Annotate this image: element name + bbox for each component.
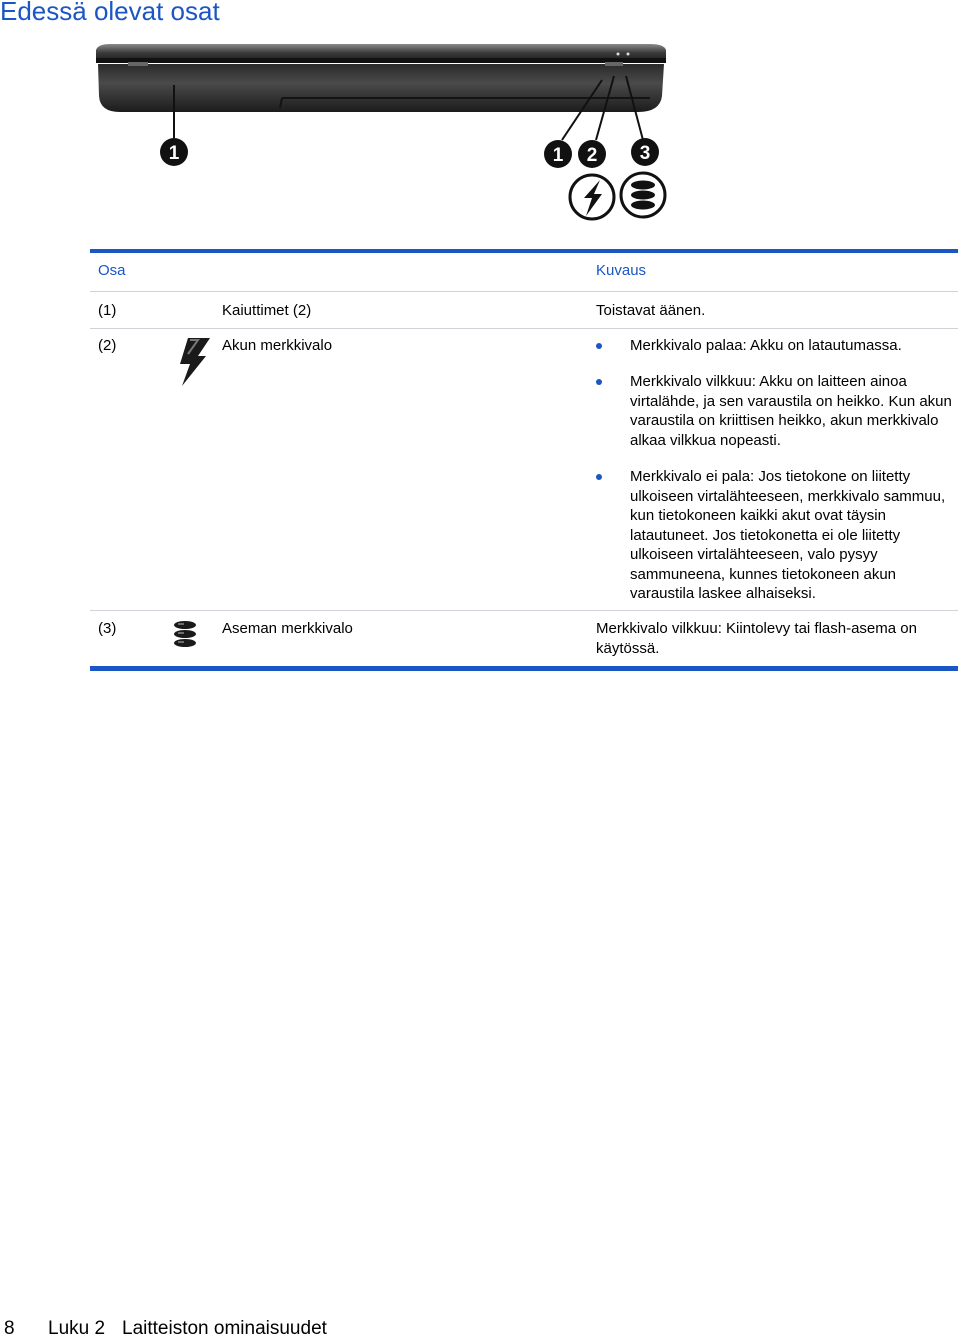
header-divider [90,291,958,292]
laptop-front-figure [90,40,670,230]
drive-light-icon [172,620,198,648]
row-3-description: Merkkivalo vilkkuu: Kiintolevy tai flash-asema on käytössä. [596,620,917,657]
callout-3 [631,138,659,166]
svg-text:2: 2 [586,145,598,166]
drive-light-icon [621,173,665,217]
table-bottom-rule [90,666,958,671]
row-2-number: (2) [98,337,117,354]
callout-1 [544,140,572,168]
row-2-bullet-1: Merkkivalo palaa: Akku on latautumassa. [630,337,902,354]
page-title: Edessä olevat osat [0,0,220,26]
svg-text:1: 1 [168,143,180,164]
row-2-name: Akun merkkivalo [222,337,333,354]
laptop-body [96,44,666,112]
row-divider [90,328,958,329]
battery-light-icon [570,175,614,219]
callout-1-speakers [160,138,188,166]
header-description: Kuvaus [596,262,647,279]
row-3-name: Aseman merkkivalo [222,620,353,637]
chapter-title: Laitteiston ominaisuudet [122,1318,327,1339]
row-3-number: (3) [98,620,117,637]
header-component: Osa [98,262,126,279]
row-1-name: Kaiuttimet (2) [222,302,312,319]
bullet-marker [596,343,602,349]
callout-2 [578,140,606,168]
row-2-bullet-2: Merkkivalo vilkkuu: Akku on laitteen ainoa virtalähde, ja sen varaustila on heikko. Kun akun varaustila on kriittisen heikko, akun merkkivalo alkaa vilkkua nopeasti. [630,373,952,449]
row-1-number: (1) [98,302,117,319]
row-2-bullet-3: Merkkivalo ei pala: Jos tietokone on liitetty ulkoiseen virtalähteeseen, merkkivalo sammuu, kun tietokoneen kaikki akut ovat täysin latautuneet. Jos tietokonetta ei ole liitetty ulkoiseen virtalähteeseen, valo pysyy sammuneena, kunnes tietokoneen akun varaustila laskee alhaiseksi. [630,468,946,602]
bullet-marker [596,474,602,480]
page-number: 8 [4,1318,15,1339]
svg-text:3: 3 [639,143,651,164]
svg-text:1: 1 [552,145,564,166]
table-top-rule [90,249,958,253]
bullet-marker [596,379,602,385]
battery-light-icon [176,336,212,388]
chapter-label: Luku 2 [48,1318,106,1339]
row-divider [90,610,958,611]
row-1-description: Toistavat äänen. [596,302,706,319]
